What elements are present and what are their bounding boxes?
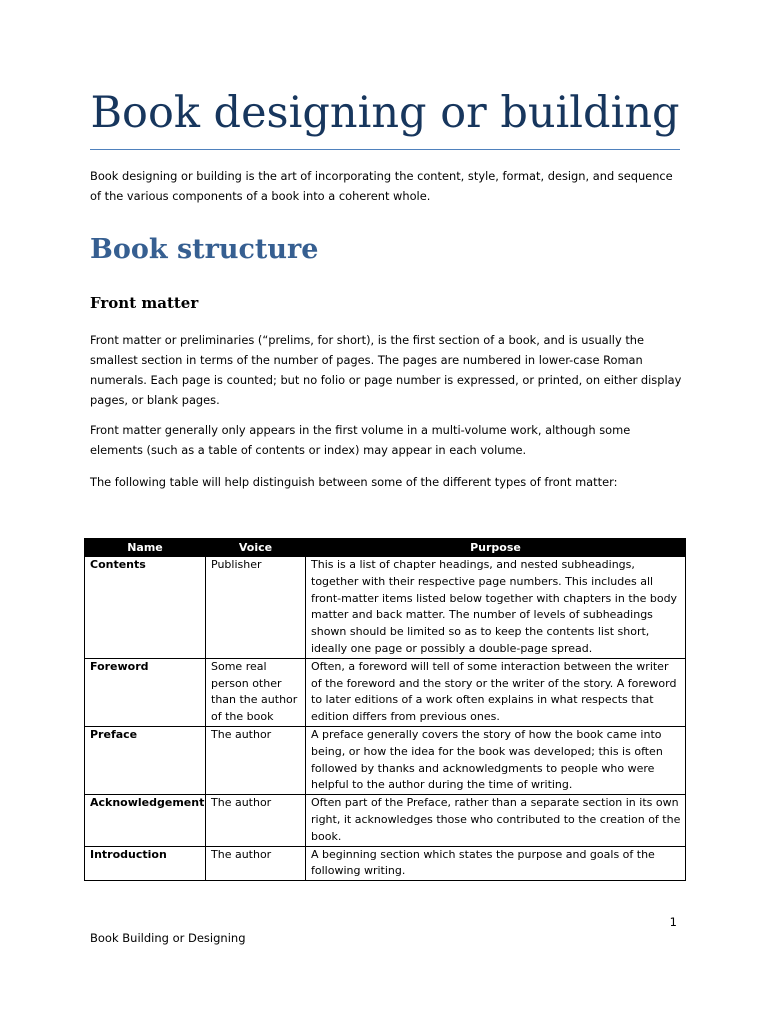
table-row — [85, 726, 686, 794]
intro-paragraph: Book designing or building is the art of incorporating the content, style, format, design, and sequence of the various components of a book into a coherent whole. — [90, 169, 673, 203]
row-purpose: A preface generally covers the story of how the book came into being, or how the idea for the book was developed; this is often followed by thanks and acknowledgments to people who were helpful to the author during the time of writing. — [306, 726, 686, 794]
row-name: Foreword — [85, 658, 206, 726]
row-purpose: A beginning section which states the purpose and goals of the following writing. — [306, 846, 686, 881]
row-name: Preface — [85, 726, 206, 794]
running-footer: Book Building or Designing — [90, 931, 246, 945]
volume-paragraph: Front matter generally only appears in the first volume in a multi-volume work, although some elements (such as a table of contents or index) may appear in each volume. — [90, 423, 631, 457]
row-voice: The author — [206, 726, 306, 794]
table-intro-paragraph: The following table will help distinguish between some of the different types of front matter: — [90, 475, 618, 489]
row-purpose: This is a list of chapter headings, and nested subheadings, together with their respective page numbers. This includes all front-matter items listed below together with chapters in the body matter and back matter. The number of levels of subheadings shown should be limited so as to keep the contents list short, ideally one page or possibly a double-page spread. — [306, 557, 686, 659]
table-row — [85, 557, 686, 659]
row-purpose: Often part of the Preface, rather than a separate section in its own right, it acknowledges those who contributed to the creation of the book. — [306, 795, 686, 846]
section-heading: Book structure — [90, 234, 319, 265]
row-name: Contents — [85, 557, 206, 659]
row-name: Introduction — [85, 846, 206, 881]
table-row — [85, 846, 686, 881]
row-purpose: Often, a foreword will tell of some interaction between the writer of the foreword and the story or the writer of the story. A foreword to later editions of a work often explains in what respects that edition differs from previous ones. — [306, 658, 686, 726]
header-voice: Voice — [206, 539, 306, 557]
page-number: 1 — [669, 915, 677, 929]
title-underline — [90, 149, 680, 150]
table-row — [85, 795, 686, 846]
table-header-row — [85, 539, 686, 557]
row-voice: The author — [206, 846, 306, 881]
document-title: Book designing or building — [90, 88, 680, 138]
row-name: Acknowledgement — [85, 795, 206, 846]
row-voice: The author — [206, 795, 306, 846]
row-voice: Some real person other than the author of the book — [206, 658, 306, 726]
front-matter-paragraph: Front matter or preliminaries (“prelims, for short), is the first section of a book, and is usually the smallest section in terms of the number of pages. The pages are numbered in lower-case Roman numerals. Each page is counted; but no folio or page number is expressed, or printed, on either display pages, or blank pages. — [90, 333, 682, 407]
header-name: Name — [85, 539, 206, 557]
row-voice: Publisher — [206, 557, 306, 659]
front-matter-table — [84, 538, 686, 881]
header-purpose: Purpose — [306, 539, 686, 557]
subsection-heading: Front matter — [90, 294, 199, 312]
table-row — [85, 658, 686, 726]
